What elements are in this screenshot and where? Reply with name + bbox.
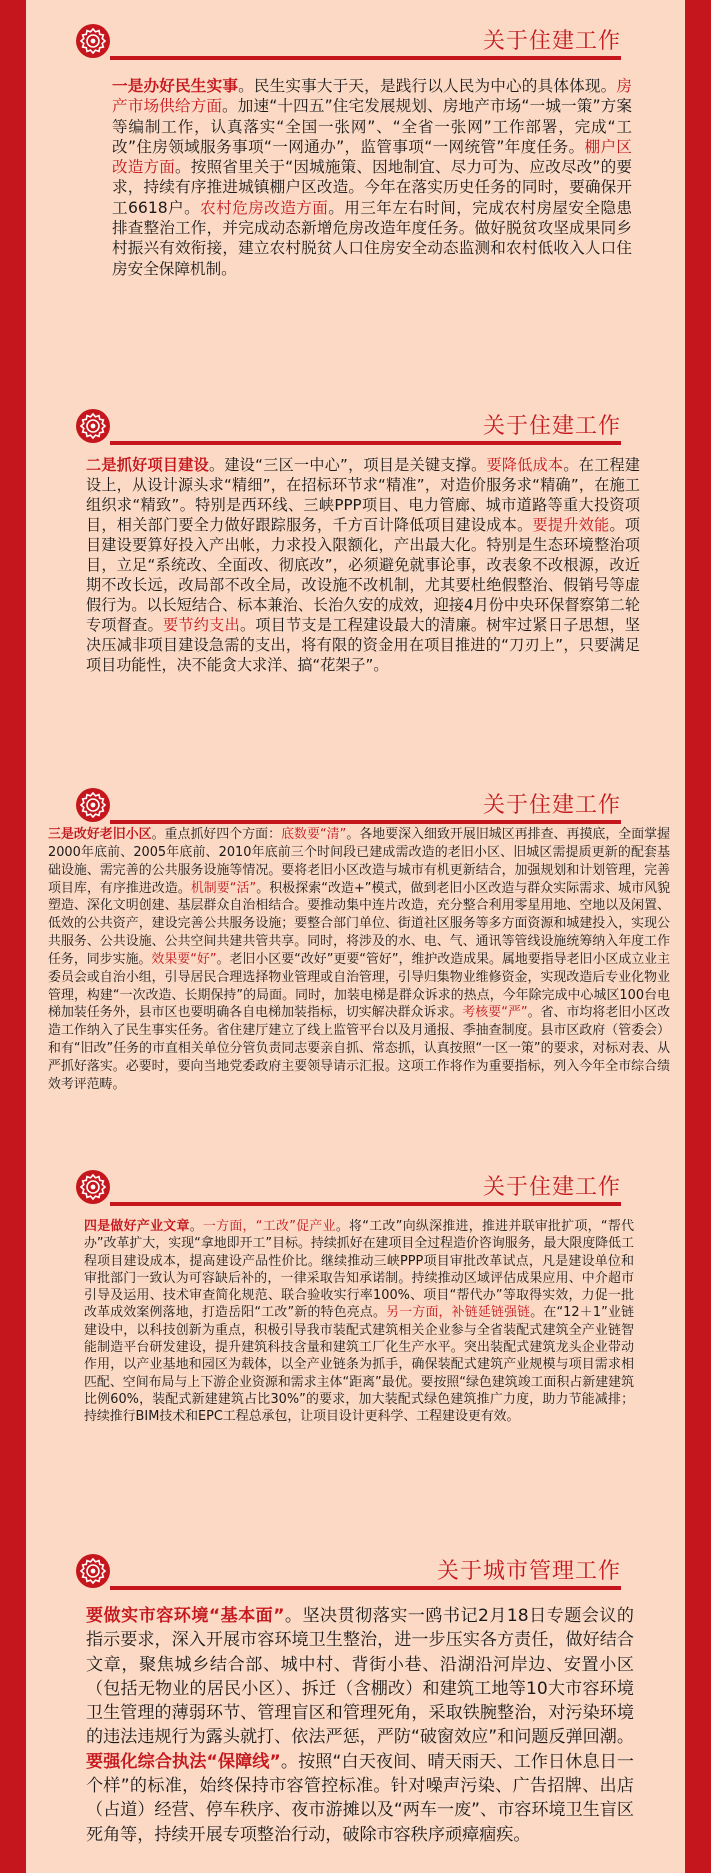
section-paragraph <box>112 76 632 279</box>
body-text-run: 。坚决贯彻落实一鸥书记2月18日专题会议的指示要求，深入开展市容环境卫生整治，进一步压实各方责任，做好结合文章，聚焦城乡结合部、城中村、背街小巷、沿湖沿河岸边、安置小区（包括无物业的居民小区）、拆迁（含棚改）和建筑工地等10大市容环境卫生管理的薄弱环节、管理盲区和管理死角，采取铁腕整治，对污染环境的违法违规行为露头就打、依法严惩，严防“破窗效应”和问题反弹回潮。 <box>86 1606 634 1748</box>
highlight-text: 一是办好民生实事 <box>112 77 239 95</box>
highlight-text: 三是改好老旧小区 <box>48 827 152 842</box>
section-header <box>0 18 711 64</box>
body-text-run: 。加速“十四五”住宅发展规划、房地产市场“一城一策”方案等编制工作，认真落实“全国一张网”、“全省一张网”工作部署，完成“工改”住房领域服务事项“一网通办”，监管事项“一网统管”年度任务。 <box>112 97 632 156</box>
header-divider <box>110 441 621 445</box>
section-header <box>0 782 711 828</box>
highlight-text: 要降低成本 <box>486 456 564 474</box>
highlight-text: 机制要“活” <box>190 880 257 896</box>
body-text-run: 。项目建设要算好投入产出帐，力求投入限额化，产出最大化。特别是生态环境整治项目，立足“系统改、全面改、彻底改”，必须避免就事论事，改表象不改根源，改近期不改长远，改局部不改全局，改设施不改机制，尤其要杜绝假整治、假销号等虚假行为。以长短结合、标本兼治、长治久安的成效，迎接4月份中央环保督察第二轮专项督查。 <box>86 516 640 634</box>
body-text-run: 。项目节支是工程建设最大的清廉。树牢过紧日子思想，坚决压减非项目建设急需的支出，将有限的资金用在项目推进的“刀刃上”，只要满足项目功能性，决不能贪大求洋、搞“花架子”。 <box>86 616 640 674</box>
body-text-run: 。将“工改”向纵深推进，推进并联审批扩项，“帮代办”改革扩大，实现“拿地即开工”目标。持续抓好在建项目全过程造价咨询服务，最大限度降低工程项目建设成本，提高建设产品性价比。继续推动三峡PPP项目审批改革试点，凡是建设单位和审批部门一致认为可容缺后补的，一律采取告知承诺制。持续推动区域评估成果应用、中介超市引导及运用、技术审查简化规范、联合验收实行率100%、项目“帮代办”等取得实效，力促一批改革成效案例落地，打造岳阳“工改”新的特色亮点。 <box>84 1219 634 1321</box>
body-text-run: 。在“12＋1”业链建设中，以科技创新为重点，积极引导我市装配式建筑相关企业参与全省装配式建筑全产业链智能制造平台研发建设，提升建筑科技含量和建筑工厂化生产水平。突出装配式建筑龙头企业带动作用，以产业基地和园区为载体，以全产业链条为抓手，确保装配式建筑产业规模与项目需求相匹配、空间布局与上下游企业资源和需求主体“距离”最优。要按照“绿色建筑竣工面积占新建建筑比例60%，装配式新建建筑占比30%”的要求，加大装配式绿色建筑推广力度，助力节能减排；持续推行BIM技术和EPC工程总承包，让项目设计更科学、工程建设更有效。 <box>84 1305 635 1425</box>
rosette-emblem-icon <box>76 409 110 443</box>
section-header <box>0 1548 711 1594</box>
section-paragraph <box>48 826 670 1094</box>
header-divider <box>110 820 621 824</box>
section-housing-1 <box>0 18 711 278</box>
highlight-text: 二是抓好项目建设 <box>86 456 209 474</box>
highlight-text: 效果要“好” <box>151 951 217 967</box>
rosette-emblem-icon <box>76 788 110 822</box>
highlight-text: 另一方面，补链延链强链 <box>386 1305 531 1321</box>
highlight-text: 要强化综合执法“保障线” <box>86 1751 281 1772</box>
header-divider <box>110 1586 621 1590</box>
section-housing-2 <box>0 403 711 674</box>
highlight-text: 一方面，“工改”促产业 <box>202 1219 336 1234</box>
section-paragraph <box>84 1218 634 1426</box>
highlight-text: 四是做好产业文章 <box>84 1219 190 1234</box>
section-paragraph <box>86 455 640 675</box>
highlight-text: 房产市场供给方面 <box>112 77 632 116</box>
body-text-run: 。用三年左右时间，完成农村房屋安全隐患排查整治工作，并完成动态新增危房改造年度任务。做好脱贫攻坚成果同乡村振兴有效衔接，建立农村脱贫人口住房安全动态监测和农村低收入人口住房安全保障机制。 <box>112 198 632 278</box>
highlight-text: 底数要“清” <box>281 827 347 842</box>
section-title: 关于住建工作 <box>482 414 621 439</box>
highlight-text: 要做实市容环境“基本面” <box>86 1606 285 1626</box>
body-text-run: 。重点抓好四个方面： <box>151 827 282 842</box>
body-text-run: 。建设“三区一中心”，项目是关键支撑。 <box>208 456 487 474</box>
highlight-text: 农村危房改造方面 <box>200 198 329 217</box>
body-text-run: 。按照“白天夜间、晴天雨天、工作日休息日一个样”的标准，始终保持市容管控标准。针对噪声污染、广告招牌、出店（占道）经营、停车秩序、夜市游摊以及“两车一废”、市容环境卫生盲区死角等，持续开展专项整治行动，破除市容秩序顽瘴痼疾。 <box>86 1751 634 1845</box>
body-text-run: 。在工程建设上，从设计源头求“精细”，在招标环节求“精准”，对造价服务求“精确”，在施工组织求“精致”。特别是西环线、三峡PPP项目、电力管廊、城市道路等重大投资项目，相关部门要全力做好跟踪服务，千方百计降低项目建设成本。 <box>86 456 640 534</box>
section-city-management <box>0 1548 711 1845</box>
section-header <box>0 1164 711 1210</box>
highlight-text: 要节约支出 <box>162 616 240 634</box>
body-text-run: 。各地要深入细致开展旧城区再排查、再摸底，全面掌握2000年底前、2005年底前、2010年底前三个时间段已建成需改造的老旧小区、旧城区需提质更新的配套基础设施、需完善的公共服务设施等情况。要将老旧小区改造与城市有机更新结合，加强规划和计划管理，完善项目库，有序推进改造。 <box>48 827 671 896</box>
body-text-run: 。省、市均将老旧小区改造工作纳入了民生事实任务。省住建厅建立了线上监管平台以及月通报、季抽查制度。县市区政府（管委会）和有“旧改”任务的市直相关单位分管负责同志要亲自抓、常态抓，认真按照“一区一策”的要求，对标对表、从严抓好落实。必要时，要向当地党委政府主要领导请示汇报。这项工作将作为重要指标，列入今年全市综合绩效考评范畴。 <box>48 1005 671 1092</box>
section-paragraph <box>86 1604 634 1847</box>
highlight-text: 要提升效能 <box>532 516 610 534</box>
section-header <box>0 403 711 449</box>
body-text-run: 。民生实事大于天，是践行以人民为中心的具体体现。 <box>238 77 617 95</box>
body-text-run: 。按照省里关于“因城施策、因地制宜、尽力可为、应改尽改”的要求，持续有序推进城镇棚户区改造。今年在落实历史任务的同时，要确保开工6618户。 <box>112 158 632 217</box>
header-divider <box>110 1202 621 1206</box>
body-text-run: 。积极探索“改造+”模式，做到老旧小区改造与群众实际需求、城市风貌塑造、深化文明创建、基层群众自治相结合。要推动集中连片改造，充分整合利用零星用地、空地以及闲置、低效的公共资产，建设完善公共服务设施；要整合部门单位、街道社区服务等多方面资源和城建投入，实现公共服务、公共设施、公共空间共建共管共享。同时，将涉及的水、电、气、通讯等管线设施统筹纳入年度工作任务，同步实施。 <box>48 880 671 967</box>
body-text-run: 。 <box>189 1219 203 1234</box>
section-title: 关于住建工作 <box>482 29 621 54</box>
section-title: 关于住建工作 <box>482 1175 621 1200</box>
section-housing-3 <box>0 782 711 1092</box>
section-title: 关于住建工作 <box>482 793 621 818</box>
rosette-emblem-icon <box>76 24 110 58</box>
section-title: 关于城市管理工作 <box>436 1559 621 1584</box>
body-text-run: 。老旧小区要“改好”更要“管好”，维护改造成果。属地要指导老旧小区成立业主委员会或自治小组，引导居民合理选择物业管理或自治管理，引导归集物业维修资金，实现改造后专业化物业管理，构建“一次改造、长期保持”的局面。同时，加装电梯是群众诉求的热点，今年除完成中心城区100台电梯加装任务外，县市区也要明确各自电梯加装指标，切实解决群众诉求。 <box>48 951 670 1021</box>
rosette-emblem-icon <box>76 1554 110 1588</box>
rosette-emblem-icon <box>76 1170 110 1204</box>
highlight-text: 考核要“严” <box>462 1005 528 1021</box>
section-housing-4 <box>0 1164 711 1425</box>
header-divider <box>110 56 621 60</box>
highlight-text: 棚户区改造方面 <box>112 137 632 177</box>
